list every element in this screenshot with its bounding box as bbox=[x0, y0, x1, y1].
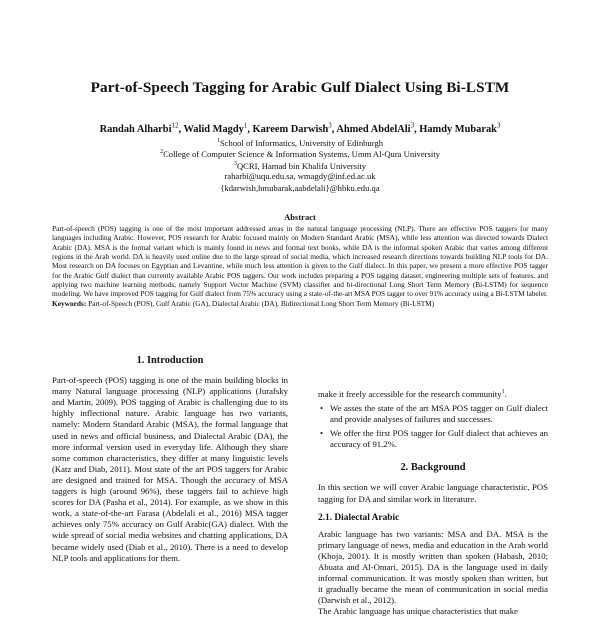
email-line: {kdarwish,hmubarak,aabdelali}@hbku.edu.qa bbox=[220, 183, 380, 193]
abstract-text: Part-of-speech (POS) tagging is one of the most important addressed areas in the natural language processing (NLP). There are effective POS taggers for many languages including Arabic. However, POS research for Arabic focused mainly on Modern Standard Arabic (MSA), while less attention was directed towards Dialect Arabic (DA). MSA is the formal variant which is mainly found in news and formal text books, while DA is the informal spoken Arabic that varies among different regions in the Arab world. DA is heavily used online due to the large spread of social media, which increased research directions towards building NLP tools for DA. Most research on DA focuses on Egyptian and Levantine, while much less attention is given to the Gulf dialect. In this paper, we present a more effective POS tagger for the Arabic Gulf dialect than currently available Arabic POS taggers. Our work includes preparing a POS tagging dataset, engineering multiple sets of features, and applying two machine learning methods, namely Support Vector Machine (SVM) classifier and bi-directional Long Short Term Memory (Bi-LSTM) for sequence modeling. We have improved POS tagging for Gulf dialect from 75% accuracy using a state-of-the-art MSA POS tagger to over 91% accuracy using a Bi-LSTM labeler. bbox=[52, 224, 548, 299]
continuation-paragraph: make it freely accessible for the research community$^1$. bbox=[318, 388, 507, 399]
affiliation: $^3$QCRI, Hamad bin Khalifa University bbox=[233, 160, 367, 171]
introduction-paragraph: Part-of-speech (POS) tagging is one of the main building blocks in many Natural language processing (NLP) applications (Jurafsky and Martin, 2009). POS tagging of Arabic is challenging due to its highly inflectional nature. Arabic language has two variants, namely: Modern Standard Arabic (MSA), the formal language that used in news and official business, and Dialectal Arabic (DA), the more informal version used in everyday life. Although they share some common characteristics, they differ at many linguistic levels (Katz and Diab, 2011). Most state of the art POS taggers for Arabic are designed and trained for MSA. Though the accuracy of MSA taggers is high (around 96%), these taggers fail to achieve high scores for DA (Pasha et al., 2014). For example, as we show in this work, a state-of-the-art Farasa (Abdelali et al., 2016) MSA tagger achieves only 75% accuracy on Gulf Arabic(GA) dialect. With the wide spread of social media websites and chatting applications, DA became widely used (Diab et al., 2010). There is a need to develop NLP tools and applications for them. bbox=[52, 375, 288, 563]
author: Randah Alharbi$^{12}$, bbox=[99, 122, 184, 136]
author: Hamdy Mubarak$^3$ bbox=[419, 122, 501, 136]
dialectal-arabic-paragraph: Arabic language has two variants: MSA and DA. MSA is the primary language of news, media and education in the Arab world (Khoja, 2001). It is mostly written than spoken (Habash, 2010; Abuata and Al-Omari, 2015). DA is the language used in daily informal communication. It was mostly spoken than written, but it gradually became the mean of communication in social media (Darwish et al., 2012). bbox=[318, 528, 548, 606]
affiliation: $^2$College of Computer Science & Information Systems, Umm Al-Qura University bbox=[160, 148, 440, 159]
tail-paragraph: The Arabic language has unique characteristics that make bbox=[318, 606, 518, 617]
bullet-icon: • bbox=[320, 402, 324, 413]
right-column bbox=[318, 387, 548, 617]
author: Ahmed AbdelAli$^3$, bbox=[336, 122, 420, 136]
paper-title: Part-of-Speech Tagging for Arabic Gulf Dialect Using Bi-LSTM bbox=[90, 79, 510, 96]
abstract-body bbox=[52, 224, 548, 308]
subsection-heading-dialectal-arabic: 2.1. Dialectal Arabic bbox=[318, 512, 400, 523]
background-paragraph: In this section we will cover Arabic language characteristic, POS tagging for DA and similar work in literature. bbox=[318, 482, 548, 504]
keywords-text: Part-of-Speech (POS), Gulf Arabic (GA), Dialectal Arabic (DA), Bidirectional Long Short Term Memory (Bi-LSTM) bbox=[88, 298, 435, 308]
abstract-heading: Abstract bbox=[284, 212, 316, 222]
section-heading-introduction: 1. Introduction bbox=[136, 355, 204, 366]
contribution-bullet: • We asses the state of the art MSA POS tagger on Gulf dialect and provide analyses of failures and successes. bbox=[320, 402, 548, 425]
section-heading-background: 2. Background bbox=[400, 462, 466, 474]
bullet-icon: • bbox=[320, 428, 324, 439]
author-list bbox=[0, 122, 600, 135]
author: Kareem Darwish$^3$, bbox=[252, 122, 337, 136]
email-line: raharbi@uqu.edu.sa, wmagdy@inf.ed.ac.uk bbox=[224, 171, 376, 181]
contribution-bullet: • We offer the first POS tagger for Gulf dialect that achieves an accuracy of 91.2%. bbox=[320, 428, 548, 450]
affiliation: $^1$School of Informatics, University of Edinburgh bbox=[216, 137, 384, 148]
author: Walid Magdy$^1$, bbox=[183, 122, 253, 136]
keywords-label: Keywords: bbox=[52, 298, 87, 308]
left-column bbox=[52, 355, 288, 564]
